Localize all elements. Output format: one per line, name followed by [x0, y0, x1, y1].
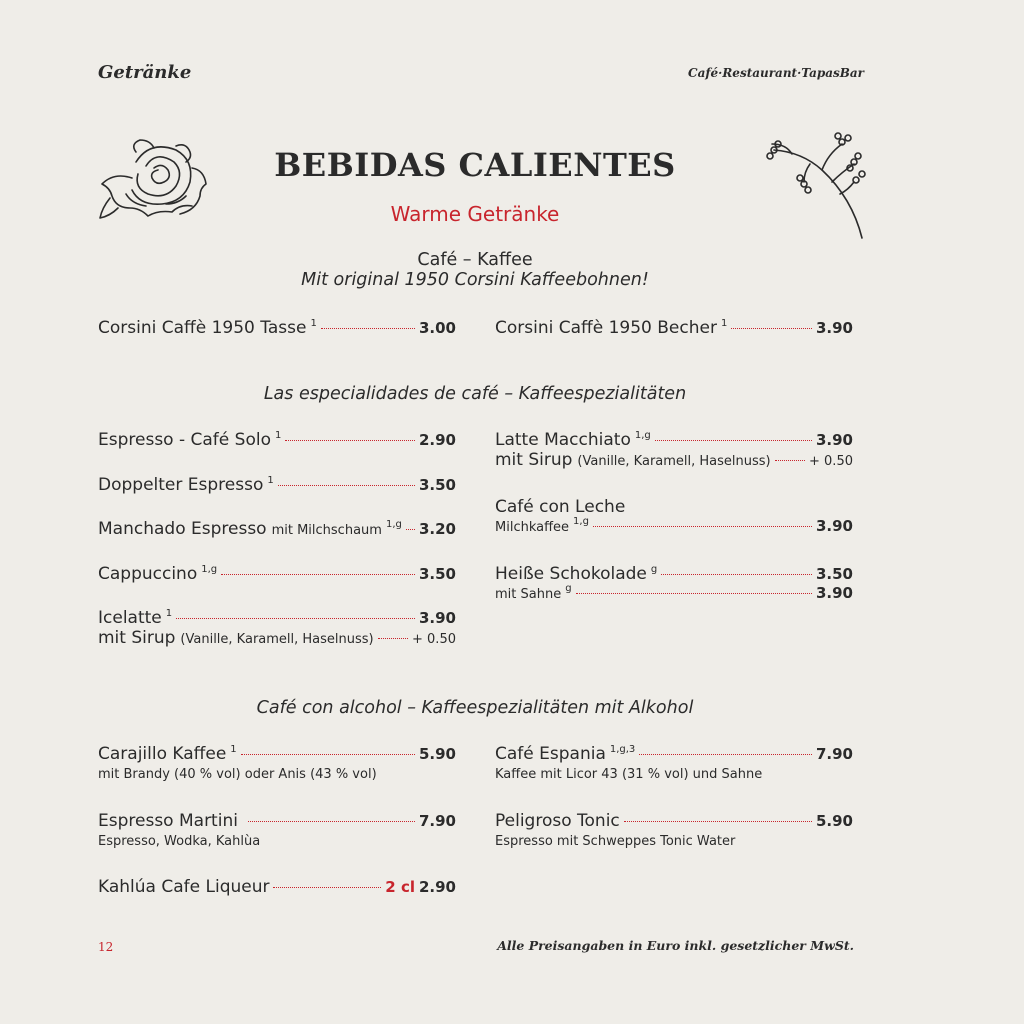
item-allergen: 1 [310, 318, 317, 329]
item-price: 5.90 [418, 745, 456, 763]
dot-leader [655, 440, 812, 441]
item-price: 3.90 [815, 319, 853, 337]
item-name: Icelatte [98, 608, 162, 628]
menu-item-latte [495, 430, 853, 470]
item-name: Espresso Martini [98, 811, 238, 831]
dot-leader [576, 593, 812, 594]
item-name: Espresso - Café Solo [98, 430, 271, 450]
section-kaffee-title: Café – Kaffee [417, 250, 533, 270]
dot-leader [406, 529, 415, 530]
dot-leader [775, 460, 805, 461]
addon-price: + 0.50 [809, 454, 853, 469]
item-name: Manchado Espresso [98, 519, 267, 539]
item-allergen: 1,g [385, 519, 402, 530]
dot-leader [285, 440, 415, 441]
item-name: Corsini Caffè 1950 Becher [495, 318, 717, 338]
item-allergen: 1,g [201, 564, 218, 575]
menu-item-tasse [98, 318, 456, 338]
item-name: Cappuccino [98, 564, 198, 584]
header-category: Getränke [98, 62, 192, 83]
dot-leader [624, 821, 812, 822]
item-price: 5.90 [815, 812, 853, 830]
item-allergen: 1 [267, 475, 274, 486]
item-subname: mit Sahne [495, 587, 562, 602]
addon-price: + 0.50 [412, 632, 456, 647]
item-allergen: g [565, 583, 572, 594]
section-kaffee [0, 250, 950, 290]
dot-leader [273, 887, 381, 888]
dot-leader [278, 485, 415, 486]
item-name: Café Espania [495, 744, 606, 764]
menu-item-martini [98, 811, 456, 849]
item-name: Corsini Caffè 1950 Tasse [98, 318, 307, 338]
menu-item-cappuccino [98, 564, 456, 584]
menu-item-peligroso [495, 811, 853, 849]
dot-leader [731, 328, 812, 329]
dot-leader [321, 328, 415, 329]
item-price: 2.90 [418, 878, 456, 896]
item-price: 3.20 [418, 520, 456, 538]
dot-leader [221, 574, 415, 575]
price-note: Alle Preisangaben in Euro inkl. gesetzlicher MwSt. [497, 938, 854, 953]
addon-name: mit Sirup [495, 450, 573, 470]
menu-item-kahlua [98, 877, 456, 897]
menu-item-espresso [98, 430, 456, 450]
item-allergen: 1,g [634, 430, 651, 441]
addon-extra: (Vanille, Karamell, Haselnuss) [180, 632, 374, 647]
item-price: 7.90 [815, 745, 853, 763]
item-price: 2.90 [418, 431, 456, 449]
dot-leader [176, 618, 415, 619]
menu-item-becher [495, 318, 853, 338]
menu-item-manchado [98, 519, 456, 539]
item-subname: Milchkaffee [495, 520, 570, 535]
menu-item-espania [495, 744, 853, 782]
dot-leader [593, 526, 812, 527]
page-title: BEBIDAS CALIENTES [274, 146, 676, 184]
dot-leader [661, 574, 812, 575]
item-price: 3.90 [815, 517, 853, 535]
item-price: 3.90 [815, 431, 853, 449]
item-name: Doppelter Espresso [98, 475, 264, 495]
dot-leader [248, 821, 415, 822]
menu-item-carajillo [98, 744, 456, 782]
item-description: Kaffee mit Licor 43 (31 % vol) und Sahne [495, 767, 763, 782]
item-description: Espresso mit Schweppes Tonic Water [495, 834, 736, 849]
menu-item-schokolade [495, 564, 853, 602]
item-allergen: 1 [165, 608, 173, 619]
item-allergen: 1 [230, 744, 237, 755]
item-price: 3.90 [815, 584, 853, 602]
page-subtitle: Warme Getränke [390, 202, 560, 226]
item-price: 3.00 [418, 319, 456, 337]
item-quantity: 2 cl [385, 878, 415, 896]
item-price: 3.50 [815, 565, 853, 583]
item-price: 3.50 [418, 476, 456, 494]
dot-leader [639, 754, 812, 755]
section-alkohol: Café con alcohol – Kaffeespezialitäten mit Alkohol [256, 698, 694, 718]
menu-item-leche [495, 497, 853, 535]
item-name: Heiße Schokolade [495, 564, 647, 584]
item-price: 3.50 [418, 565, 456, 583]
item-allergen: g [650, 564, 658, 575]
addon-extra: (Vanille, Karamell, Haselnuss) [577, 454, 771, 469]
item-name: Peligroso Tonic [495, 811, 620, 831]
item-name: Latte Macchiato [495, 430, 631, 450]
item-allergen: 1,g,3 [609, 744, 636, 755]
menu-item-doppelter [98, 475, 456, 495]
item-price: 3.90 [418, 609, 456, 627]
item-name: Café con Leche [495, 497, 626, 517]
header-brand: Café·Restaurant·TapasBar [688, 66, 864, 80]
item-name: Carajillo Kaffee [98, 744, 227, 764]
item-allergen: 1 [274, 430, 282, 441]
item-name: Kahlúa Cafe Liqueur [98, 877, 270, 897]
item-description: mit Brandy (40 % vol) oder Anis (43 % vol) [98, 767, 377, 782]
dot-leader [378, 638, 408, 639]
item-allergen: 1,g [573, 516, 589, 527]
menu-item-icelatte [98, 608, 456, 648]
dot-leader [241, 754, 415, 755]
item-allergen: 1 [720, 318, 728, 329]
section-spezialitaeten: Las especialidades de café – Kaffeespezialitäten [263, 384, 687, 404]
item-description: Espresso, Wodka, Kahlùa [98, 834, 261, 849]
item-extra: mit Milchschaum [271, 523, 382, 538]
addon-name: mit Sirup [98, 628, 176, 648]
page-number: 12 [98, 940, 114, 954]
section-kaffee-note: Mit original 1950 Corsini Kaffeebohnen! [301, 270, 649, 290]
item-price: 7.90 [418, 812, 456, 830]
